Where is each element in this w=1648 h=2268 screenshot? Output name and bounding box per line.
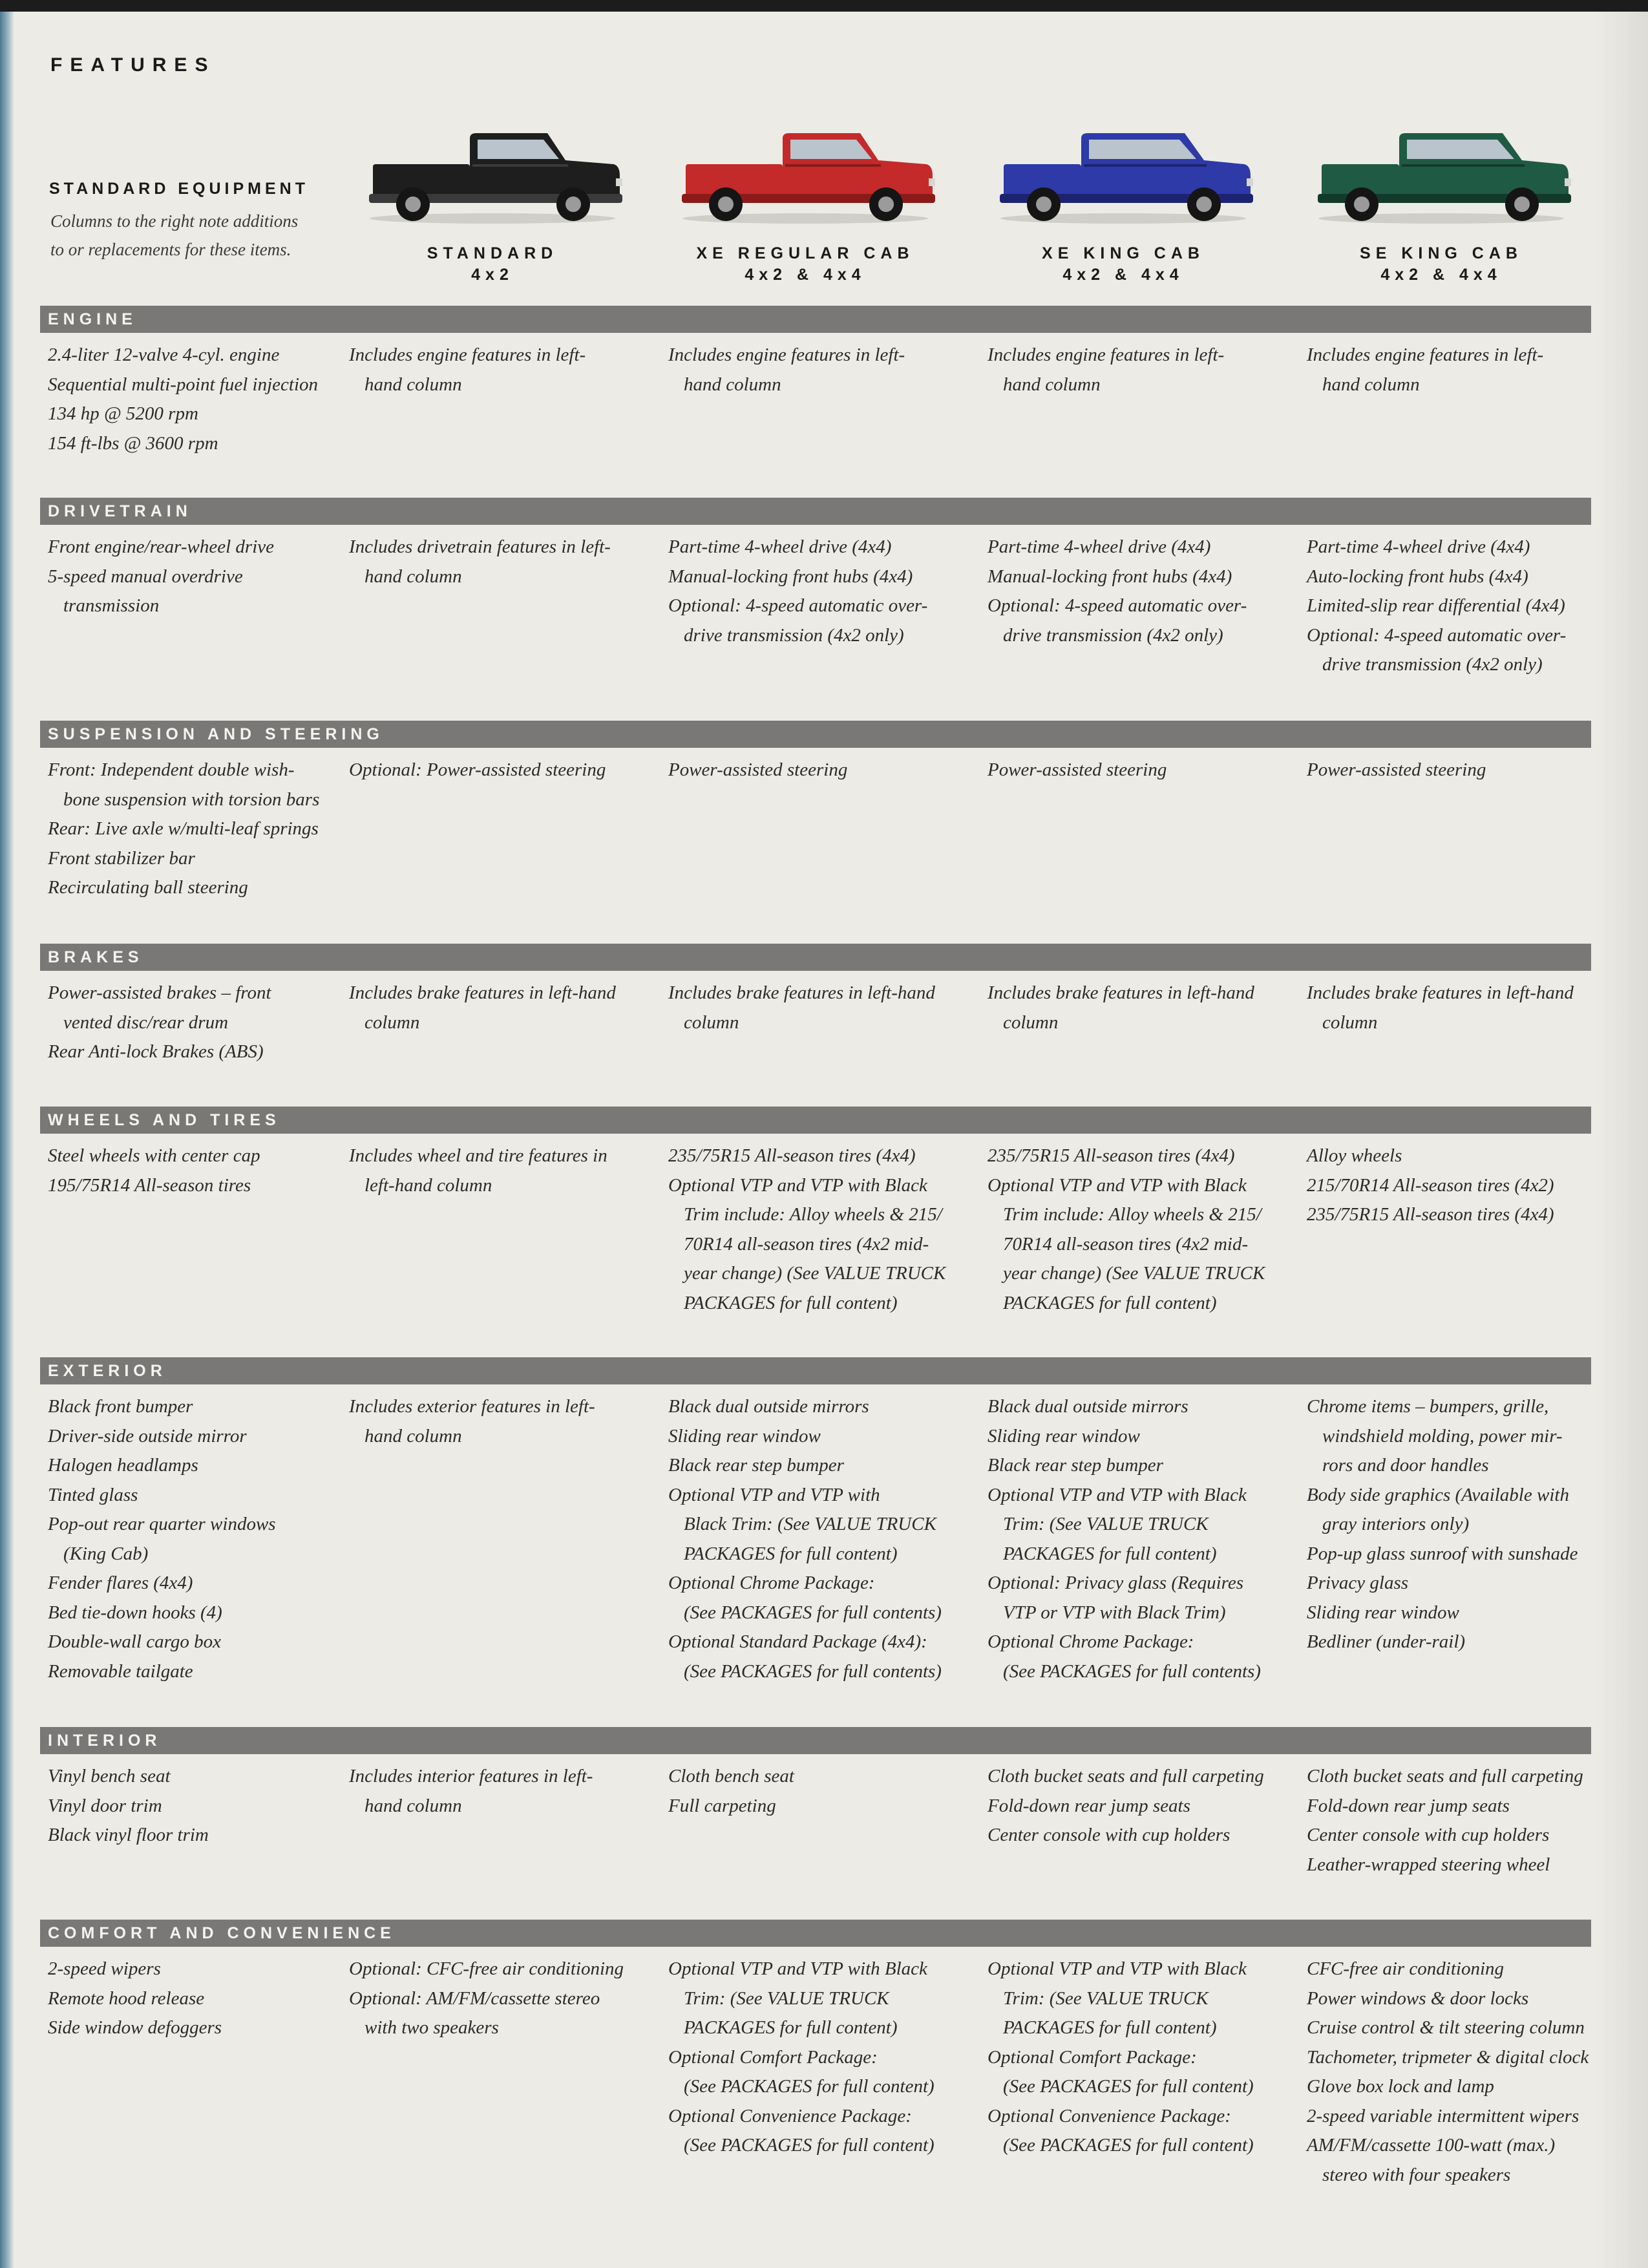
feature-line: Optional VTP and VTP with Black (668, 1174, 927, 1196)
feature-line: Part-time 4-wheel drive (4x4) (1307, 536, 1530, 557)
feature-line: Removable tailgate (48, 1660, 193, 1682)
feature-line: year change) (See VALUE TRUCK (1003, 1263, 1265, 1284)
page-title: FEATURES (50, 54, 216, 76)
feature-line: Optional Convenience Package: (668, 2105, 912, 2126)
feature-line: Full carpeting (668, 1795, 776, 1816)
feature-line: Power windows & door locks (1307, 1987, 1529, 2009)
note-line: to or replacements for these items. (50, 240, 291, 259)
feature-line: Includes interior features in left- (349, 1766, 593, 1786)
feature-line: Power-assisted brakes – front (48, 982, 271, 1003)
feature-line: Black front bumper (48, 1396, 193, 1417)
feature-line: Includes brake features in left-hand (349, 982, 616, 1003)
feature-section (40, 306, 1591, 454)
standard-equipment-cell (48, 341, 352, 458)
feature-line: hand column (364, 1425, 462, 1447)
feature-line: Front stabilizer bar (48, 847, 195, 869)
feature-line: Manual-locking front hubs (4x4) (668, 566, 913, 587)
pickup-truck-illustration (991, 124, 1256, 228)
model-feature-cell (1307, 979, 1611, 1037)
model-feature-cell (988, 756, 1291, 785)
feature-line: 215/70R14 All-season tires (4x2) (1307, 1174, 1554, 1196)
feature-line: Vinyl door trim (48, 1795, 162, 1816)
note-line: Columns to the right note additions (50, 211, 299, 231)
column-header (975, 124, 1272, 284)
feature-line: Rear: Live axle w/multi-leaf springs (48, 818, 319, 839)
standard-equipment-cell (48, 979, 352, 1067)
feature-line: Optional Standard Package (4x4): (668, 1631, 927, 1652)
standard-equipment-heading: STANDARD EQUIPMENT (49, 180, 309, 198)
feature-line: vented disc/rear drum (63, 1012, 229, 1033)
section-header-bar: EXTERIOR (40, 1357, 1591, 1384)
feature-line: (See PACKAGES for full content) (684, 2076, 935, 2097)
pickup-truck-illustration (1309, 124, 1574, 228)
feature-line: hand column (364, 374, 462, 395)
feature-line: 5-speed manual overdrive (48, 566, 243, 587)
model-feature-cell (668, 341, 972, 399)
feature-line: Includes engine features in left- (668, 344, 905, 365)
feature-line: drive transmission (4x2 only) (1322, 654, 1543, 675)
feature-line: transmission (63, 595, 160, 616)
feature-line: Optional: Privacy glass (Requires (988, 1573, 1243, 1593)
feature-line: (See PACKAGES for full content) (1003, 2076, 1254, 2097)
feature-line: hand column (1322, 374, 1420, 395)
model-feature-cell (668, 1955, 972, 2161)
model-feature-cell (988, 1141, 1291, 1318)
feature-line: 195/75R14 All-season tires (48, 1174, 251, 1196)
model-feature-cell (1307, 1955, 1611, 2190)
feature-line: bone suspension with torsion bars (63, 789, 320, 810)
feature-line: Optional VTP and VTP with Black (668, 1958, 927, 1979)
feature-section (40, 721, 1591, 898)
standard-equipment-cell (48, 756, 352, 903)
feature-line: Trim include: Alloy wheels & 215/ (1003, 1204, 1262, 1225)
feature-line: Includes engine features in left- (988, 344, 1225, 365)
feature-line: Includes engine features in left- (1307, 344, 1544, 365)
feature-line: Includes engine features in left- (349, 344, 586, 365)
feature-line: Optional VTP and VTP with (668, 1484, 880, 1505)
model-feature-cell (988, 341, 1291, 399)
column-model-name: XE REGULAR CAB (696, 244, 914, 262)
page-spine-shadow (0, 12, 14, 2268)
feature-line: Includes brake features in left-hand (988, 982, 1254, 1003)
feature-line: Includes drivetrain features in left- (349, 536, 611, 557)
standard-equipment-cell (48, 1955, 352, 2043)
model-feature-cell (349, 756, 653, 785)
feature-line: Trim include: Alloy wheels & 215/ (684, 1204, 942, 1225)
feature-line: Center console with cup holders (988, 1825, 1231, 1845)
feature-line: Halogen headlamps (48, 1455, 198, 1476)
feature-line: Cruise control & tilt steering column (1307, 2017, 1585, 2038)
feature-line: Includes exterior features in left- (349, 1396, 595, 1417)
feature-line: Optional: AM/FM/cassette stereo (349, 1987, 600, 2009)
column-model-name: STANDARD (427, 244, 558, 262)
section-header-bar: INTERIOR (40, 1727, 1591, 1754)
feature-line: Double-wall cargo box (48, 1631, 221, 1652)
model-feature-cell (1307, 533, 1611, 680)
feature-line: 70R14 all-season tires (4x2 mid- (684, 1233, 929, 1255)
feature-line: Optional: 4-speed automatic over- (668, 595, 928, 616)
feature-line: (See PACKAGES for full content) (684, 2135, 935, 2156)
model-feature-cell (668, 533, 972, 650)
feature-section (40, 1920, 1591, 2185)
feature-line: Sliding rear window (1307, 1602, 1459, 1623)
feature-line: Side window defoggers (48, 2017, 222, 2038)
feature-line: Optional Convenience Package: (988, 2105, 1231, 2126)
feature-line: Auto-locking front hubs (4x4) (1307, 566, 1528, 587)
standard-equipment-note (50, 207, 335, 264)
feature-line: Limited-slip rear differential (4x4) (1307, 595, 1565, 616)
model-feature-cell (349, 1141, 653, 1200)
column-drive-type: 4x2 (471, 266, 514, 284)
feature-line: Pop-out rear quarter windows (48, 1514, 276, 1534)
feature-line: hand column (1003, 374, 1101, 395)
feature-line: PACKAGES for full content) (1003, 1543, 1217, 1564)
feature-line: Front: Independent double wish- (48, 759, 295, 780)
model-feature-cell (349, 1392, 653, 1451)
feature-line: drive transmission (4x2 only) (684, 624, 904, 646)
feature-line: PACKAGES for full content) (684, 1292, 898, 1313)
feature-line: with two speakers (364, 2017, 499, 2038)
standard-equipment-cell (48, 1762, 352, 1850)
model-feature-cell (668, 1392, 972, 1686)
feature-line: CFC-free air conditioning (1307, 1958, 1505, 1979)
feature-line: gray interiors only) (1322, 1514, 1470, 1534)
feature-line: left-hand column (364, 1174, 492, 1196)
feature-line: PACKAGES for full content) (684, 1543, 898, 1564)
feature-line: Center console with cup holders (1307, 1825, 1550, 1845)
model-feature-cell (1307, 1141, 1611, 1230)
feature-section (40, 1357, 1591, 1682)
feature-line: Trim: (See VALUE TRUCK (1003, 1514, 1209, 1534)
feature-line: drive transmission (4x2 only) (1003, 624, 1223, 646)
section-header-bar: COMFORT AND CONVENIENCE (40, 1920, 1591, 1947)
feature-line: hand column (684, 374, 781, 395)
feature-line: Sliding rear window (988, 1425, 1140, 1447)
feature-line: 235/75R15 All-season tires (4x4) (668, 1145, 916, 1166)
section-header-bar: WHEELS AND TIRES (40, 1107, 1591, 1134)
column-model-name: SE KING CAB (1360, 244, 1523, 262)
feature-line: Bedliner (under-rail) (1307, 1631, 1466, 1652)
feature-line: Cloth bench seat (668, 1766, 794, 1786)
feature-line: Front engine/rear-wheel drive (48, 536, 275, 557)
feature-line: Black Trim: (See VALUE TRUCK (684, 1514, 936, 1534)
feature-line: Manual-locking front hubs (4x4) (988, 566, 1232, 587)
feature-line: Glove box lock and lamp (1307, 2076, 1494, 2097)
feature-line: hand column (364, 1795, 462, 1816)
feature-line: column (1003, 1012, 1059, 1033)
feature-line: Black dual outside mirrors (668, 1396, 869, 1417)
feature-line: 2-speed wipers (48, 1958, 161, 1979)
feature-line: Includes brake features in left-hand (668, 982, 935, 1003)
pickup-truck-illustration (360, 124, 625, 228)
model-feature-cell (349, 979, 653, 1037)
column-drive-type: 4x2 & 4x4 (1062, 266, 1184, 284)
feature-line: Driver-side outside mirror (48, 1425, 247, 1447)
feature-line: PACKAGES for full content) (1003, 1292, 1217, 1313)
feature-line: PACKAGES for full content) (1003, 2017, 1217, 2038)
feature-line: Rear Anti-lock Brakes (ABS) (48, 1041, 264, 1062)
feature-line: Steel wheels with center cap (48, 1145, 260, 1166)
feature-line: Part-time 4-wheel drive (4x4) (668, 536, 892, 557)
standard-equipment-cell (48, 1392, 352, 1686)
column-header (1293, 124, 1590, 284)
feature-line: 70R14 all-season tires (4x2 mid- (1003, 1233, 1249, 1255)
feature-line: Remote hood release (48, 1987, 205, 2009)
model-feature-cell (988, 1762, 1291, 1850)
feature-line: Black dual outside mirrors (988, 1396, 1188, 1417)
feature-line: Bed tie-down hooks (4) (48, 1602, 222, 1623)
model-feature-cell (988, 1392, 1291, 1686)
feature-line: Fold-down rear jump seats (1307, 1795, 1510, 1816)
feature-line: windshield molding, power mir- (1322, 1425, 1563, 1447)
feature-line: Tinted glass (48, 1484, 138, 1505)
feature-line: 154 ft-lbs @ 3600 rpm (48, 432, 218, 454)
feature-line: (See PACKAGES for full contents) (684, 1602, 942, 1623)
feature-line: Black rear step bumper (668, 1455, 844, 1476)
model-feature-cell (988, 533, 1291, 650)
feature-line: column (364, 1012, 420, 1033)
feature-line: Cloth bucket seats and full carpeting (988, 1766, 1264, 1786)
feature-line: 235/75R15 All-season tires (4x4) (1307, 1204, 1554, 1225)
feature-line: (See PACKAGES for full content) (1003, 2135, 1254, 2156)
feature-line: 2.4-liter 12-valve 4-cyl. engine (48, 344, 280, 365)
model-feature-cell (668, 756, 972, 785)
model-feature-cell (1307, 1762, 1611, 1880)
model-feature-cell (668, 1762, 972, 1821)
feature-line: Optional: Power-assisted steering (349, 759, 606, 780)
column-drive-type: 4x2 & 4x4 (745, 266, 866, 284)
feature-line: 235/75R15 All-season tires (4x4) (988, 1145, 1235, 1166)
feature-line: Trim: (See VALUE TRUCK (684, 1987, 889, 2009)
feature-line: Part-time 4-wheel drive (4x4) (988, 536, 1211, 557)
model-feature-cell (668, 979, 972, 1037)
feature-line: Black vinyl floor trim (48, 1825, 209, 1845)
model-feature-cell (1307, 341, 1611, 399)
feature-line: Fold-down rear jump seats (988, 1795, 1190, 1816)
feature-line: Body side graphics (Available with (1307, 1484, 1569, 1505)
feature-line: Tachometer, tripmeter & digital clock (1307, 2046, 1589, 2068)
column-drive-type: 4x2 & 4x4 (1380, 266, 1502, 284)
feature-line: PACKAGES for full content) (684, 2017, 898, 2038)
feature-line: Optional VTP and VTP with Black (988, 1174, 1247, 1196)
feature-line: Optional Comfort Package: (988, 2046, 1197, 2068)
feature-line: column (684, 1012, 739, 1033)
feature-line: Optional: 4-speed automatic over- (988, 595, 1247, 616)
feature-line: Leather-wrapped steering wheel (1307, 1854, 1550, 1875)
feature-line: Power-assisted steering (668, 759, 848, 780)
feature-line: Optional VTP and VTP with Black (988, 1484, 1247, 1505)
feature-line: Vinyl bench seat (48, 1766, 171, 1786)
feature-line: Chrome items – bumpers, grille, (1307, 1396, 1549, 1417)
column-header (344, 124, 641, 284)
feature-line: Sliding rear window (668, 1425, 821, 1447)
feature-section (40, 1107, 1591, 1313)
model-feature-cell (668, 1141, 972, 1318)
feature-line: (See PACKAGES for full contents) (1003, 1660, 1261, 1682)
feature-line: 134 hp @ 5200 rpm (48, 403, 198, 424)
feature-line: year change) (See VALUE TRUCK (684, 1263, 946, 1284)
feature-line: rors and door handles (1322, 1455, 1489, 1476)
feature-line: Optional Comfort Package: (668, 2046, 878, 2068)
feature-line: Power-assisted steering (988, 759, 1167, 780)
model-feature-cell (349, 341, 653, 399)
model-feature-cell (988, 979, 1291, 1037)
model-feature-cell (349, 1762, 653, 1821)
feature-line: Fender flares (4x4) (48, 1573, 193, 1593)
feature-section (40, 944, 1591, 1062)
feature-line: Optional: CFC-free air conditioning (349, 1958, 624, 1979)
feature-line: (See PACKAGES for full contents) (684, 1660, 942, 1682)
feature-line: Alloy wheels (1307, 1145, 1402, 1166)
column-model-name: XE KING CAB (1042, 244, 1205, 262)
feature-line: hand column (364, 566, 462, 587)
feature-line: Cloth bucket seats and full carpeting (1307, 1766, 1583, 1786)
model-feature-cell (1307, 1392, 1611, 1657)
model-feature-cell (1307, 756, 1611, 785)
feature-line: Optional: 4-speed automatic over- (1307, 624, 1567, 646)
feature-line: Optional Chrome Package: (668, 1573, 875, 1593)
feature-line: Black rear step bumper (988, 1455, 1163, 1476)
pickup-truck-illustration (673, 124, 938, 228)
feature-line: 2-speed variable intermittent wipers (1307, 2105, 1579, 2126)
feature-line: Privacy glass (1307, 1573, 1409, 1593)
standard-equipment-cell (48, 1141, 352, 1200)
feature-line: stereo with four speakers (1322, 2164, 1511, 2185)
model-feature-cell (349, 1955, 653, 2043)
feature-line: AM/FM/cassette 100-watt (max.) (1307, 2135, 1556, 2156)
feature-line: VTP or VTP with Black Trim) (1003, 1602, 1226, 1623)
feature-section (40, 498, 1591, 675)
column-header (657, 124, 954, 284)
standard-equipment-cell (48, 533, 352, 621)
top-edge-band (0, 0, 1648, 12)
feature-line: Power-assisted steering (1307, 759, 1486, 780)
section-header-bar: DRIVETRAIN (40, 498, 1591, 525)
feature-line: Includes wheel and tire features in (349, 1145, 607, 1166)
feature-section (40, 1727, 1591, 1875)
feature-line: (King Cab) (63, 1543, 149, 1564)
feature-line: Optional Chrome Package: (988, 1631, 1194, 1652)
feature-line: Sequential multi-point fuel injection (48, 374, 319, 395)
section-header-bar: SUSPENSION AND STEERING (40, 721, 1591, 748)
feature-line: Recirculating ball steering (48, 877, 248, 898)
section-header-bar: ENGINE (40, 306, 1591, 333)
feature-line: Includes brake features in left-hand (1307, 982, 1574, 1003)
feature-line: Pop-up glass sunroof with sunshade (1307, 1543, 1578, 1564)
model-feature-cell (349, 533, 653, 591)
feature-line: Trim: (See VALUE TRUCK (1003, 1987, 1209, 2009)
model-feature-cell (988, 1955, 1291, 2161)
section-header-bar: BRAKES (40, 944, 1591, 971)
feature-line: column (1322, 1012, 1378, 1033)
feature-line: Optional VTP and VTP with Black (988, 1958, 1247, 1979)
